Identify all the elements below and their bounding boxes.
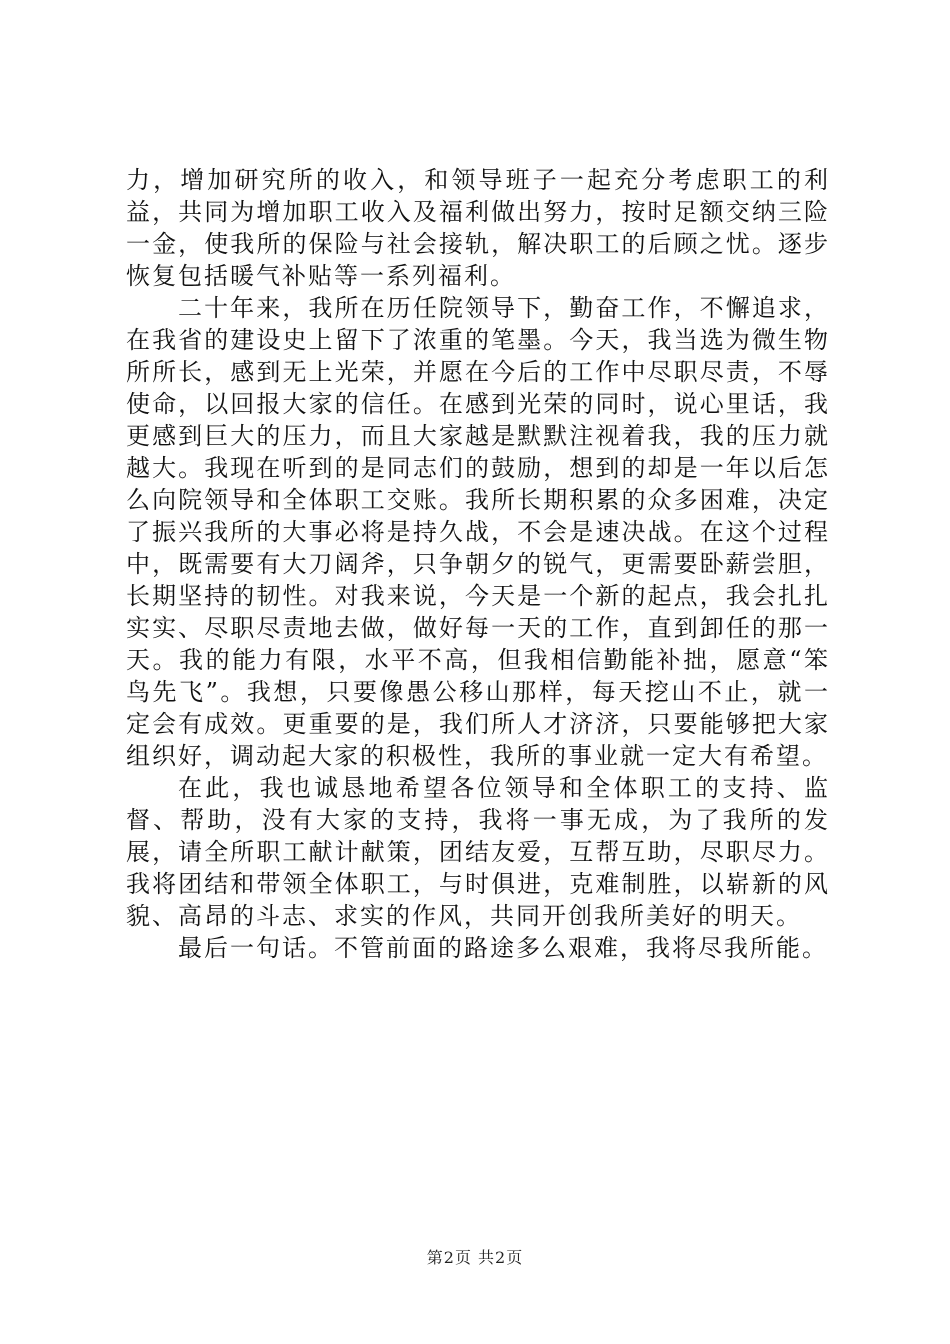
document-body	[126, 164, 830, 964]
page-footer: 第2页 共2页	[426, 1248, 524, 1267]
paragraph-2: 二十年来，我所在历任院领导下，勤奋工作，不懈追求，在我省的建设史上留下了浓重的笔墨。今天，我当选为微生物所所长，感到无上光荣，并愿在今后的工作中尽职尽责，不辱使命，以回报大家的信任。在感到光荣的同时，说心里话，我更感到巨大的压力，而且大家越是默默注视着我，我的压力就越大。我现在听到的是同志们的鼓励，想到的却是一年以后怎么向院领导和全体职工交账。我所长期积累的众多困难，决定了振兴我所的大事必将是持久战，不会是速决战。在这个过程中，既需要有大刀阔斧，只争朝夕的锐气，更需要卧薪尝胆，长期坚持的韧性。对我来说，今天是一个新的起点，我会扎扎实实、尽职尽责地去做，做好每一天的工作，直到卸任的那一天。我的能力有限，水平不高，但我相信勤能补拙，愿意“笨鸟先飞”。我想，只要像愚公移山那样，每天挖山不止，就一定会有成效。更重要的是，我们所人才济济，只要能够把大家组织好，调动起大家的积极性，我所的事业就一定大有希望。	[126, 294, 830, 770]
paragraph-1: 力，增加研究所的收入，和领导班子一起充分考虑职工的利益，共同为增加职工收入及福利做出努力，按时足额交纳三险一金，使我所的保险与社会接轨，解决职工的后顾之忧。逐步恢复包括暖气补贴等一系列福利。	[126, 166, 830, 290]
paragraph-3: 在此，我也诚恳地希望各位领导和全体职工的支持、监督、帮助，没有大家的支持，我将一事无成，为了我所的发展，请全所职工献计献策，团结友爱，互帮互助，尽职尽力。我将团结和带领全体职工，与时俱进，克难制胜，以崭新的风貌、高昂的斗志、求实的作风，共同开创我所美好的明天。	[126, 774, 830, 930]
paragraph-4: 最后一句话。不管前面的路途多么艰难，我将尽我所能。	[178, 934, 828, 962]
